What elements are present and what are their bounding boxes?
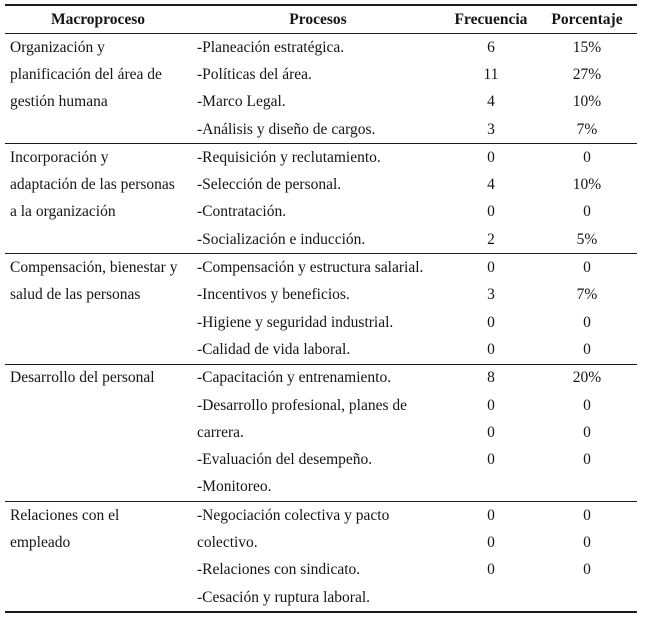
- macroproceso-cell: salud de las personas: [10, 286, 141, 304]
- macroproceso-cell: [5, 446, 191, 473]
- table-row: [5, 144, 637, 172]
- proceso-cell: -Monitoreo.: [197, 478, 272, 496]
- proceso-cell: -Higiene y seguridad industrial.: [197, 313, 394, 331]
- proceso-cell: -Cesación y ruptura laboral.: [197, 588, 371, 606]
- proceso-cell: -Selección de personal.: [197, 176, 342, 194]
- frecuencia-cell: 0: [487, 203, 495, 221]
- col-header-frecuencia: Frecuencia: [445, 5, 537, 34]
- macroproceso-cell: [5, 392, 191, 419]
- frecuencia-cell: 0: [487, 561, 495, 579]
- porcentaje-cell: 20%: [537, 364, 637, 392]
- frecuencia-cell: [445, 584, 537, 612]
- porcentaje-cell: 15%: [572, 38, 602, 56]
- col-header-porcentaje: Porcentaje: [537, 5, 637, 34]
- proceso-cell: -Marco Legal.: [197, 93, 286, 111]
- frecuencia-cell: 0: [487, 313, 495, 331]
- frecuencia-cell: 0: [487, 423, 495, 441]
- macroproceso-cell: [5, 309, 191, 336]
- macroproceso-cell: Relaciones con el: [5, 502, 191, 530]
- table-row: [5, 171, 637, 198]
- table-row: [5, 61, 637, 88]
- proceso-cell: -Planeación estratégica.: [197, 38, 345, 56]
- macroproceso-cell: [5, 584, 191, 612]
- porcentaje-cell: [537, 584, 637, 612]
- macroproceso-cell: [5, 419, 191, 446]
- frecuencia-cell: 3: [487, 120, 495, 138]
- table-row: [5, 254, 637, 282]
- macroproceso-cell: Organización y: [10, 38, 105, 56]
- frequency-table: [5, 4, 637, 613]
- proceso-cell: -Relaciones con sindicato.: [197, 561, 361, 579]
- porcentaje-cell: 27%: [572, 65, 602, 83]
- proceso-cell: -Incentivos y beneficios.: [197, 286, 350, 304]
- table-row: [5, 392, 637, 419]
- table-row: [5, 116, 637, 144]
- porcentaje-cell: 0: [583, 451, 591, 469]
- table-row: [5, 309, 637, 336]
- macroproceso-cell: Desarrollo del personal: [5, 364, 191, 392]
- macroproceso-cell: empleado: [10, 533, 71, 551]
- porcentaje-cell: 0: [537, 254, 637, 282]
- porcentaje-cell: 7%: [576, 286, 598, 304]
- table-row: [5, 529, 637, 556]
- table-row: [5, 89, 637, 116]
- proceso-cell: -Capacitación y entrenamiento.: [191, 364, 445, 392]
- frecuencia-cell: 0: [487, 340, 495, 358]
- table-row: [5, 199, 637, 226]
- proceso-cell: carrera.: [197, 423, 244, 441]
- frecuencia-cell: 0: [445, 144, 537, 172]
- porcentaje-cell: 10%: [572, 176, 602, 194]
- porcentaje-cell: 0: [537, 144, 637, 172]
- macroproceso-cell: a la organización: [10, 203, 116, 221]
- frecuencia-cell: 0: [445, 502, 537, 530]
- proceso-cell: -Políticas del área.: [197, 65, 312, 83]
- proceso-cell: -Compensación y estructura salarial.: [191, 254, 445, 282]
- col-header-procesos: Procesos: [191, 5, 445, 34]
- porcentaje-cell: 0: [583, 561, 591, 579]
- table-row: [5, 336, 637, 364]
- porcentaje-cell: 0: [583, 340, 591, 358]
- table-row: [5, 226, 637, 254]
- proceso-cell: -Negociación colectiva y pacto: [191, 502, 445, 530]
- macroproceso-cell: [5, 336, 191, 364]
- macroproceso-cell: planificación del área de: [10, 65, 162, 83]
- porcentaje-cell: 5%: [576, 230, 598, 248]
- proceso-cell: -Socialización e inducción.: [197, 230, 366, 248]
- macroproceso-cell: adaptación de las personas: [10, 176, 175, 194]
- porcentaje-cell: 0: [583, 313, 591, 331]
- proceso-cell: -Desarrollo profesional, planes de: [197, 396, 408, 414]
- table-row: [5, 34, 637, 62]
- macroproceso-cell: [5, 474, 191, 502]
- proceso-cell: -Calidad de vida laboral.: [197, 340, 351, 358]
- col-header-macroproceso: Macroproceso: [5, 5, 191, 34]
- porcentaje-cell: 0: [583, 533, 591, 551]
- macroproceso-cell: Incorporación y: [5, 144, 191, 172]
- table-row: [5, 419, 637, 446]
- frecuencia-cell: 0: [445, 254, 537, 282]
- frecuencia-cell: 0: [487, 533, 495, 551]
- macroproceso-cell: [5, 557, 191, 584]
- table-row: [5, 364, 637, 392]
- proceso-cell: colectivo.: [197, 533, 258, 551]
- frecuencia-cell: [445, 474, 537, 502]
- table-row: [5, 502, 637, 530]
- porcentaje-cell: 0: [537, 502, 637, 530]
- macroproceso-cell: gestión humana: [10, 93, 108, 111]
- porcentaje-cell: 7%: [576, 120, 598, 138]
- porcentaje-cell: 0: [583, 203, 591, 221]
- frecuencia-cell: 0: [487, 451, 495, 469]
- frecuencia-cell: 4: [487, 93, 495, 111]
- frecuencia-cell: 0: [487, 396, 495, 414]
- frecuencia-cell: 6: [487, 38, 495, 56]
- frecuencia-cell: 11: [483, 65, 499, 83]
- macroproceso-cell: Compensación, bienestar y: [5, 254, 191, 282]
- macroproceso-cell: [5, 226, 191, 254]
- header-row: [5, 5, 637, 34]
- porcentaje-cell: 0: [583, 396, 591, 414]
- proceso-cell: -Contratación.: [197, 203, 287, 221]
- porcentaje-cell: [537, 474, 637, 502]
- frecuencia-cell: 8: [445, 364, 537, 392]
- proceso-cell: -Evaluación del desempeño.: [197, 451, 373, 469]
- frecuencia-cell: 4: [487, 176, 495, 194]
- table-row: [5, 446, 637, 473]
- table-row: [5, 584, 637, 612]
- macroproceso-cell: [5, 116, 191, 144]
- proceso-cell: -Requisición y reclutamiento.: [191, 144, 445, 172]
- frecuencia-cell: 2: [487, 230, 495, 248]
- proceso-cell: -Análisis y diseño de cargos.: [197, 120, 376, 138]
- table-row: [5, 282, 637, 309]
- table-row: [5, 474, 637, 502]
- porcentaje-cell: 0: [583, 423, 591, 441]
- table-row: [5, 557, 637, 584]
- porcentaje-cell: 10%: [572, 93, 602, 111]
- frecuencia-cell: 3: [487, 286, 495, 304]
